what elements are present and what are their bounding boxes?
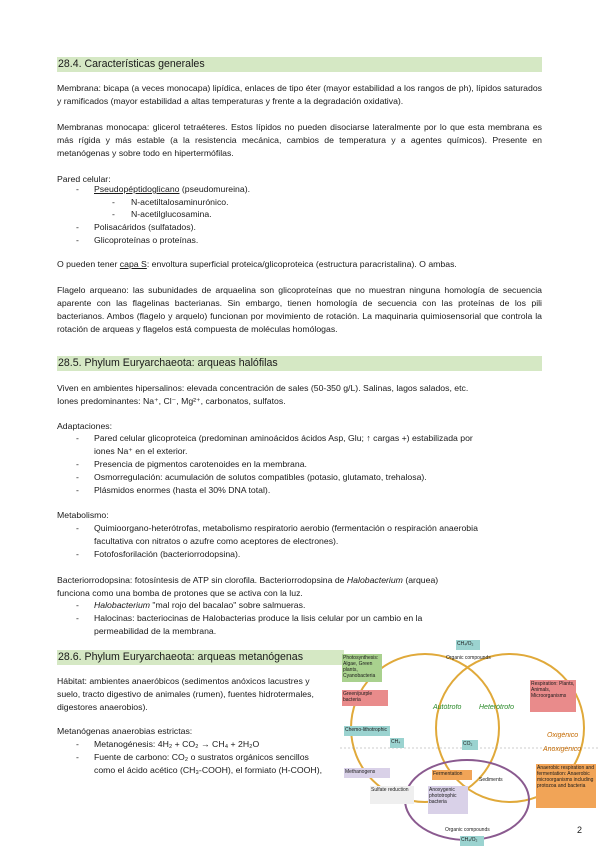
section-title-28-4: 28.4. Características generales [57, 57, 542, 72]
autotrofo-label: Autótrofo [433, 704, 462, 711]
list-item: Presencia de pigmentos carotenoides en la membrana. [94, 459, 307, 469]
paragraph-monocapa: Membranas monocapa: glicerol tetraéteres. Estos lípidos no pueden disociarse lateralmente por lo que esta membrana es más rígida y más estable (a la resistencia mecánica, cambios de temperatura y a agentes químicos). Presente en metanógenas y sobre todo en hipertermófilas. [57, 122, 542, 158]
list-item: Metanogénesis: 4H₂ + CO₂ → CH₄ + 2H₂O [94, 739, 260, 749]
list-item [94, 183, 250, 196]
list-item-cont: como el ácido acético (CH₃-COOH), el formiato (H-COOH), [94, 765, 323, 775]
list-item: Osmorregulación: acumulación de solutos compatibles (potasio, glutamato, trehalosa). [94, 472, 427, 482]
list-item-cont: iones Na⁺ en el exterior. [94, 446, 188, 456]
metanogenas-label: Metanógenas anaerobias estrictas: [57, 726, 193, 736]
halobacterium-term: Halobacterium [94, 600, 151, 610]
bullet-dash: - [112, 209, 115, 219]
pseudo-term-note: (pseudomureina). [179, 184, 251, 194]
paragraph-capa-s [57, 258, 542, 271]
list-item: Polisacáridos (sulfatados). [94, 222, 196, 232]
bullet-dash: - [76, 433, 79, 443]
anoxigenico-label: Anoxigénico [543, 746, 582, 753]
green-purple-box: Green/purple bacteria [342, 690, 388, 706]
list-item: Plásmidos enormes (hasta el 30% DNA total). [94, 485, 271, 495]
section-title-28-5: 28.5. Phylum Euryarchaeota: arqueas halófilas [57, 356, 542, 371]
ch4-top-label: CH₄/O₂ [456, 640, 480, 650]
list-item-cont: facultativa con nitratos o azufre como aceptores de electrones). [94, 536, 339, 546]
pared-label: Pared celular: [57, 174, 111, 184]
list-item: N-acetilglucosamina. [131, 209, 212, 219]
list-item-cont: permeabilidad de la membrana. [94, 626, 217, 636]
organic-top-label: Organic compounds [446, 655, 491, 661]
adaptaciones-label: Adaptaciones: [57, 421, 113, 431]
ch4-label: CH₄ [390, 738, 404, 748]
paragraph-habitat: Hábitat: ambientes anaeróbicos (sedimentos anóxicos lacustres y [57, 676, 310, 686]
bullet-dash: - [76, 600, 79, 610]
halobacterium-term: Halobacterium [346, 575, 403, 585]
list-item: Quimioorgano-heterótrofas, metabolismo respiratorio aerobio (fermentación o respiración anaerobia [94, 523, 478, 533]
sediments-label: Sediments [479, 777, 503, 783]
list-item: N-acetiltalosaminurónico. [131, 197, 229, 207]
paragraph-membrana: Membrana: bicapa (a veces monocapa) lipídica, enlaces de tipo éter (mayor estabilidad a los rangos de ph), lípidos saturados y ramificados (mayor estabilidad a altas temperaturas y frente a la degradación oxidativa). [57, 83, 542, 106]
bullet-dash: - [76, 472, 79, 482]
heterotrofo-label: Heterótrofo [479, 704, 515, 711]
section-title-28-6: 28.6. Phylum Euryarchaeota: arqueas metanógenas [57, 650, 344, 665]
bullet-dash: - [76, 235, 79, 245]
respiration-box: Respiration: Plants, Animals, Microorganisms [530, 680, 576, 712]
paragraph-habitat-2: suelo, tracto digestivo de animales (rumen), fuentes hidrotermales, [57, 689, 314, 699]
fermentation-box: Fermentation [432, 770, 472, 780]
bacterio-text-2: (arquea) [402, 575, 439, 585]
co2-label: CO₂ [462, 740, 478, 750]
capa-s-term: capa S [119, 259, 147, 269]
bullet-dash: - [76, 549, 79, 559]
bullet-dash: - [76, 523, 79, 533]
list-item: Pared celular glicoproteica (predominan aminoácidos ácidos Asp, Glu; ↑ cargas +) estabilizada por [94, 433, 473, 443]
list-item: Halocinas: bacteriocinas de Halobacterias produce la lisis celular por un cambio en la [94, 613, 423, 623]
mal-rojo-text: "mal rojo del bacalao" sobre salmueras. [150, 600, 306, 610]
organic-bottom-label: Organic compounds [445, 827, 490, 833]
bacterio-text: Bacteriorrodopsina: fotosíntesis de ATP sin clorofila. Bacteriorrodopsina de [57, 575, 347, 585]
photosynthesis-box: Photosynthesis: Algae, Green plants, Cyanobacteria [342, 654, 382, 682]
paragraph-habitat-3: digestores anaerobios). [57, 702, 148, 712]
metabolismo-label: Metabolismo: [57, 510, 109, 520]
page-number: 2 [577, 825, 583, 835]
list-item: Fuente de carbono: CO₂ o sustratos orgánicos sencillos [94, 752, 309, 762]
oxigenico-label: Oxigénico [547, 732, 579, 739]
anaerobic-respiration-box: Anaerobic respiration and fermentation: Anaerobic microorganisms including protozoa and bacteria [536, 764, 596, 808]
bullet-dash: - [76, 184, 79, 194]
bullet-dash: - [76, 752, 79, 762]
paragraph-flagelo: Flagelo arqueano: las subunidades de arquaelina son glicoproteínas que no muestran ninguna homología de secuencia aparente con las flagelinas bacterianas. Sin embargo, tienen homología de secuencia con las proteínas de los pili bacterianos. Ambos (flagelo y arquelo) funcionan por movimiento de rotación. La maquinaria quimiosensorial que controla la rotación de arqueas y flagelos está compuesta de moléculas homólogas. [57, 285, 542, 334]
chemo-box: Chemo-lithotrophic [344, 726, 390, 736]
sulfate-reduction-box: Sulfate reduction [370, 786, 414, 804]
list-item: Glicoproteínas o proteínas. [94, 235, 199, 245]
list-item: Fotofosforilación (bacteriorrodopsina). [94, 549, 241, 559]
paragraph-bacteriorrodopsina [57, 574, 542, 587]
methanogens-box: Methanogens [344, 768, 390, 778]
bullet-dash: - [76, 613, 79, 623]
pseudo-term: Pseudopéptidoglicano [94, 184, 180, 194]
paragraph-iones: Iones predominantes: Na⁺, Cl⁻, Mg²⁺, carbonatos, sulfatos. [57, 396, 286, 406]
bullet-dash: - [76, 459, 79, 469]
paragraph-viven: Viven en ambientes hipersalinos: elevada concentración de sales (50-350 g/L). Salinas, lagos salados, etc. [57, 383, 469, 393]
bullet-dash: - [76, 222, 79, 232]
bullet-dash: - [76, 485, 79, 495]
bullet-dash: - [76, 739, 79, 749]
capa-pre: O pueden tener [57, 259, 120, 269]
anoxygenic-phototrophic-box: Anoxygenic phototrophic bacteria [428, 786, 468, 814]
carbon-cycle-diagram [340, 636, 600, 848]
capa-post: : envoltura superficial proteica/glicoproteica (estructura paracristalina). O ambas. [146, 259, 457, 269]
bullet-dash: - [112, 197, 115, 207]
list-item [94, 599, 305, 612]
paragraph-bomba: funciona como una bomba de protones que se activa con la luz. [57, 588, 303, 598]
ch4-bottom-label: CH₄/O₂ [460, 836, 484, 846]
